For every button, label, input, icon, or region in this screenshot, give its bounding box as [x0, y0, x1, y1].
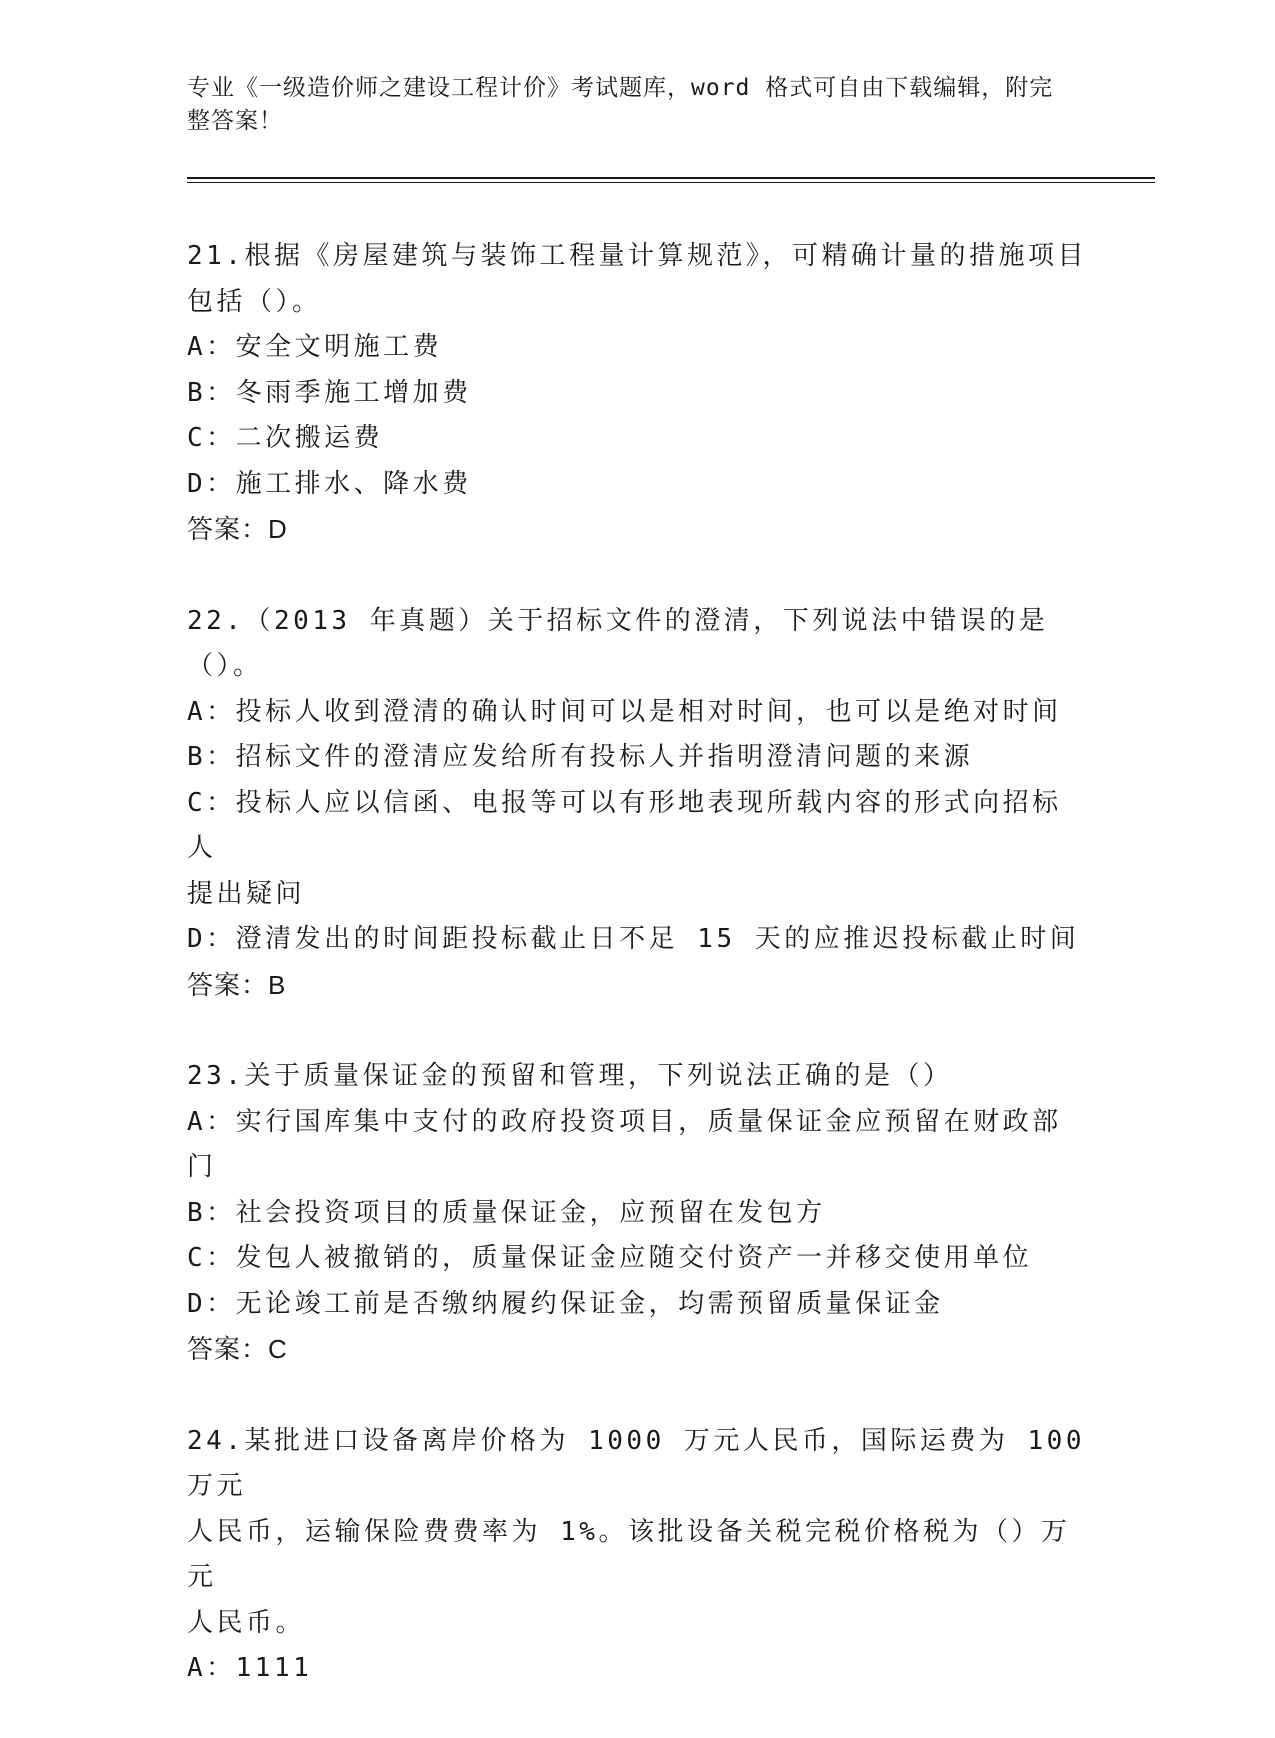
option-d: D：无论竣工前是否缴纳履约保证金，均需预留质量保证金 [187, 1288, 944, 1319]
question-stem: 21.根据《房屋建筑与装饰工程量计算规范》，可精确计量的措施项目 [187, 241, 1087, 271]
page-header [187, 72, 1067, 138]
question-stem: 人民币，运输保险费费率为 1%。该批设备关税完税价格税为（）万元 [187, 1516, 1071, 1592]
question-stem: 包括（）。 [187, 286, 322, 317]
option-a: A：投标人收到澄清的确认时间可以是相对时间，也可以是绝对时间 [187, 696, 1062, 727]
option-a: A：1111 [187, 1653, 313, 1683]
option-a: A：安全文明施工费 [187, 332, 443, 362]
option-b: B：社会投资项目的质量保证金，应预留在发包方 [187, 1197, 826, 1228]
option-d: D：澄清发出的时间距投标截止日不足 15 天的应推迟投标截止时间 [187, 924, 1080, 954]
question-list [187, 234, 1105, 1738]
question-stem: 23.关于质量保证金的预留和管理，下列说法正确的是（） [187, 1061, 953, 1091]
option-b: B：冬雨季施工增加费 [187, 377, 472, 408]
question-stem: 22.（2013 年真题）关于招标文件的澄清，下列说法中错误的是（）。 [187, 605, 1049, 681]
option-c-continued: 提出疑问 [187, 878, 306, 909]
answer-line: 答案：B [187, 969, 287, 1000]
question-23 [187, 1054, 1087, 1373]
option-c: C：二次搬运费 [187, 423, 384, 453]
header-divider-thin [187, 182, 1155, 183]
question-24 [187, 1419, 1105, 1692]
question-22 [187, 599, 1087, 1009]
header-divider-thick [187, 177, 1155, 179]
option-c: C：投标人应以信函、电报等可以有形地表现所载内容的形式向招标人 [187, 787, 1062, 863]
question-stem: 24.某批进口设备离岸价格为 1000 万元人民币，国际运费为 100 万元 [187, 1425, 1105, 1501]
option-d: D：施工排水、降水费 [187, 468, 472, 499]
answer-line: 答案：C [187, 1334, 288, 1364]
header-line-2: 整答案！ [187, 108, 283, 134]
option-b: B：招标文件的澄清应发给所有投标人并指明澄清问题的来源 [187, 742, 974, 772]
option-a: A：实行国库集中支付的政府投资项目，质量保证金应预留在财政部门 [187, 1106, 1062, 1182]
answer-line: 答案：D [187, 514, 288, 544]
option-c: C：发包人被撤销的，质量保证金应随交付资产一并移交使用单位 [187, 1243, 1033, 1273]
question-21 [187, 234, 1087, 553]
header-line-1: 专业《一级造价师之建设工程计价》考试题库，word 格式可自由下载编辑，附完 [187, 75, 1054, 101]
question-stem: 人民币。 [187, 1607, 306, 1638]
